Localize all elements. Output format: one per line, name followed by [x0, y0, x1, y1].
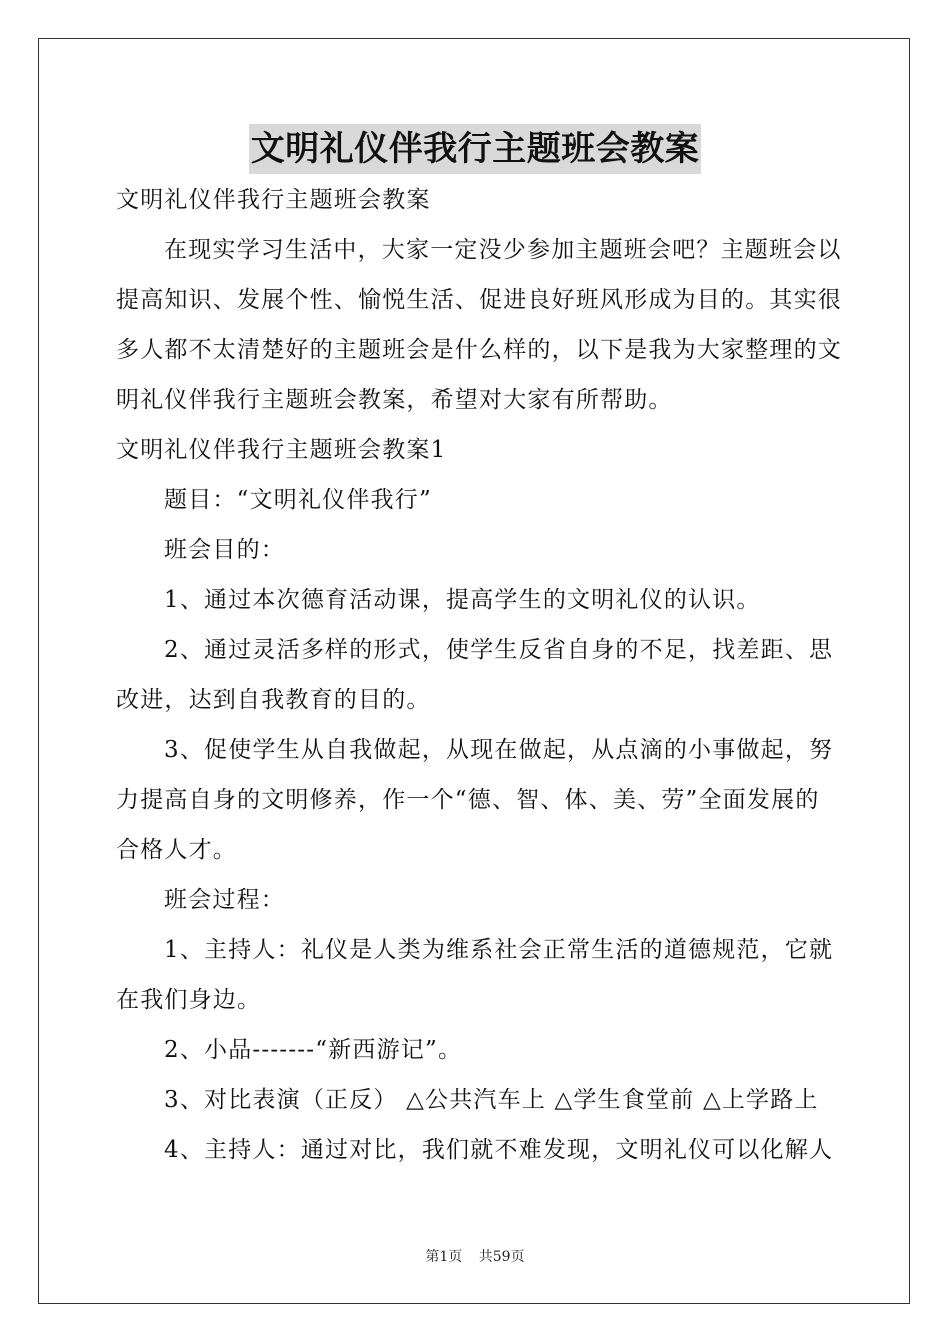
text-line: 改进，达到自我教育的目的。: [116, 687, 431, 713]
text-line: 在现实学习生活中，大家一定没少参加主题班会吧？主题班会以: [164, 237, 842, 263]
page-total: 共59页: [478, 1249, 525, 1265]
text-line: 3、对比表演（正反） △公共汽车上 △学生食堂前 △上学路上: [164, 1087, 819, 1113]
text-line: 提高知识、发展个性、愉悦生活、促进良好班风形成为目的。其实很: [116, 287, 842, 313]
document-title: 文明礼仪伴我行主题班会教案: [249, 124, 702, 174]
text-line: 文明礼仪伴我行主题班会教案1: [116, 437, 447, 463]
text-line: 1、通过本次德育活动课，提高学生的文明礼仪的认识。: [164, 587, 761, 613]
page-footer: [0, 1246, 950, 1266]
text-line: 题目：“文明礼仪伴我行”: [164, 487, 432, 513]
text-line: 明礼仪伴我行主题班会教案，希望对大家有所帮助。: [116, 387, 673, 413]
text-line: 2、小品-------“新西游记”。: [164, 1037, 463, 1063]
text-line: 1、主持人：礼仪是人类为维系社会正常生活的道德规范，它就: [164, 937, 834, 963]
text-line: 力提高自身的文明修养，作一个“德、智、体、美、劳”全面发展的: [116, 787, 820, 813]
text-line: 班会目的：: [164, 537, 285, 563]
text-line: 在我们身边。: [116, 987, 262, 1013]
page-number: 第1页: [425, 1249, 463, 1265]
text-line: 3、促使学生从自我做起，从现在做起，从点滴的小事做起，努: [164, 737, 834, 763]
text-line: 多人都不太清楚好的主题班会是什么样的，以下是我为大家整理的文: [116, 337, 842, 363]
text-line: 合格人才。: [116, 837, 237, 863]
text-line: 4、主持人：通过对比，我们就不难发现，文明礼仪可以化解人: [164, 1137, 834, 1163]
text-line: 2、通过灵活多样的形式，使学生反省自身的不足，找差距、思: [164, 637, 834, 663]
text-line: 班会过程：: [164, 887, 285, 913]
document-body: [116, 175, 842, 1175]
text-line: 文明礼仪伴我行主题班会教案: [116, 187, 431, 213]
title-container: [0, 124, 950, 174]
